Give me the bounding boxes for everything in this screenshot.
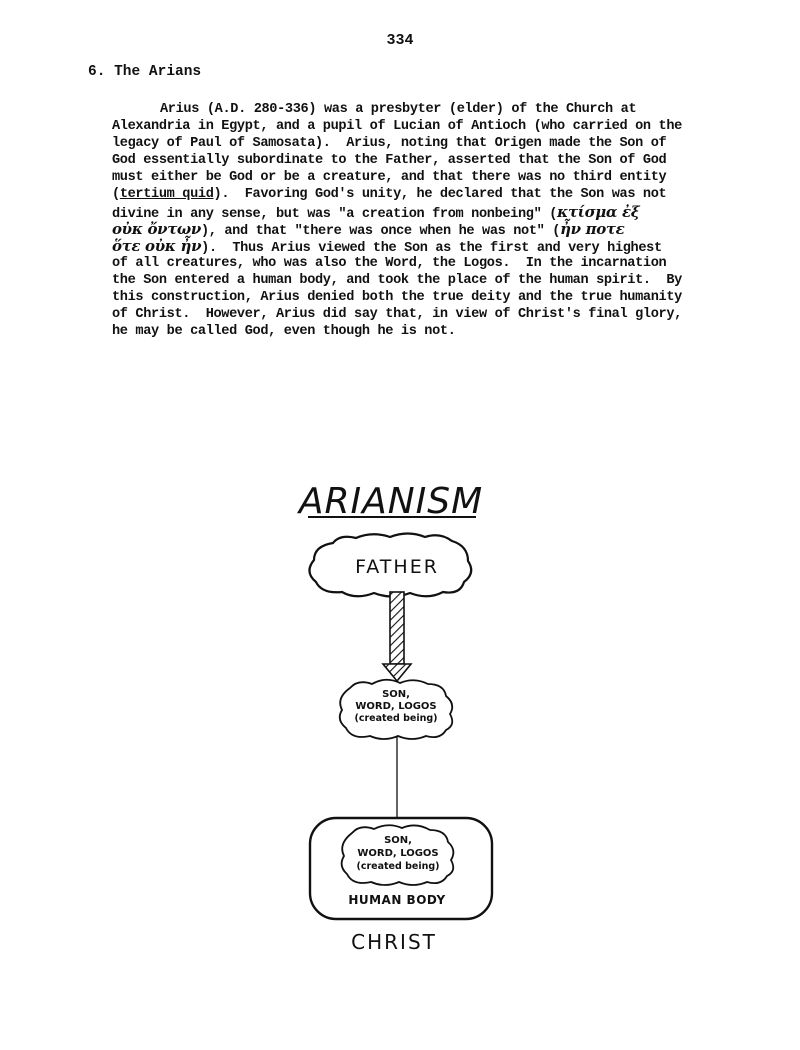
text-segment: he may be called God, even though he is not. [112,324,456,340]
paragraph-line [112,272,752,289]
text-segment: ( [112,187,120,203]
text-segment: the Son entered a human body, and took the place of the human spirit. By [112,272,682,288]
paragraph-line [112,221,752,238]
christ-label: CHRIST [351,930,437,954]
text-segment: ). Thus Arius viewed the Son as the first and very highest [201,240,662,256]
son-cloud-line-3: (created being) [354,713,438,724]
paragraph-line [112,323,752,340]
father-label: FATHER [355,556,439,578]
text-segment: of Christ. However, Arius did say that, in view of Christ's final glory, [112,307,682,323]
paragraph-line [112,255,752,272]
page-number: 334 [386,32,414,49]
human-body-label: HUMAN BODY [348,893,446,907]
paragraph-line [112,101,752,118]
text-segment: this construction, Arius denied both the true deity and the true humanity [112,290,682,306]
inner-son-cloud-line-3: (created being) [356,861,440,872]
section-heading: 6. The Arians [88,64,202,80]
text-segment: of all creatures, who was also the Word, the Logos. In the incarnation [112,255,667,271]
paragraph-line [112,238,752,255]
paragraph-line [112,306,752,323]
son-cloud-line-2: WORD, LOGOS [355,701,437,712]
latin-term: tertium quid [119,187,214,203]
text-segment: legacy of Paul of Samosata). Arius, noting that Origen made the Son of [112,136,667,152]
greek-phrase: κτίσμα ἐξ [557,202,640,221]
text-segment: ), and that "there was once when he was not" ( [200,223,561,239]
paragraph-line [112,186,752,203]
greek-phrase: οὐκ ὄντων [112,219,201,238]
derivation-arrow-head [383,664,411,681]
body-paragraph [112,101,752,340]
text-segment: Arius (A.D. 280-336) was a presbyter (elder) of the Church at [160,102,637,117]
paragraph-line [112,169,752,186]
inner-son-cloud-line-2: WORD, LOGOS [357,848,439,859]
arianism-diagram [0,470,800,960]
inner-son-cloud-line-1: SON, [384,835,412,846]
text-segment: Alexandria in Egypt, and a pupil of Lucian of Antioch (who carried on the [112,119,682,135]
paragraph-line [112,118,752,135]
paragraph-line [112,135,752,152]
text-segment: God essentially subordinate to the Father, asserted that the Son of God [112,153,667,169]
paragraph-line [112,289,752,306]
son-cloud-line-1: SON, [382,689,410,700]
greek-phrase: ὅτε οὐκ ἦν [112,236,202,255]
paragraph-line [112,204,752,221]
text-segment: divine in any sense, but was "a creation from nonbeing" ( [112,206,558,222]
text-segment: must either be God or be a creature, and that there was no third entity [112,170,667,186]
greek-phrase: ἦν ποτε [560,219,625,238]
derivation-arrow-shaft [390,592,404,664]
paragraph-line [112,152,752,169]
diagram-title: ARIANISM [298,481,484,522]
text-segment: ). Favoring God's unity, he declared that the Son was not [213,187,667,203]
